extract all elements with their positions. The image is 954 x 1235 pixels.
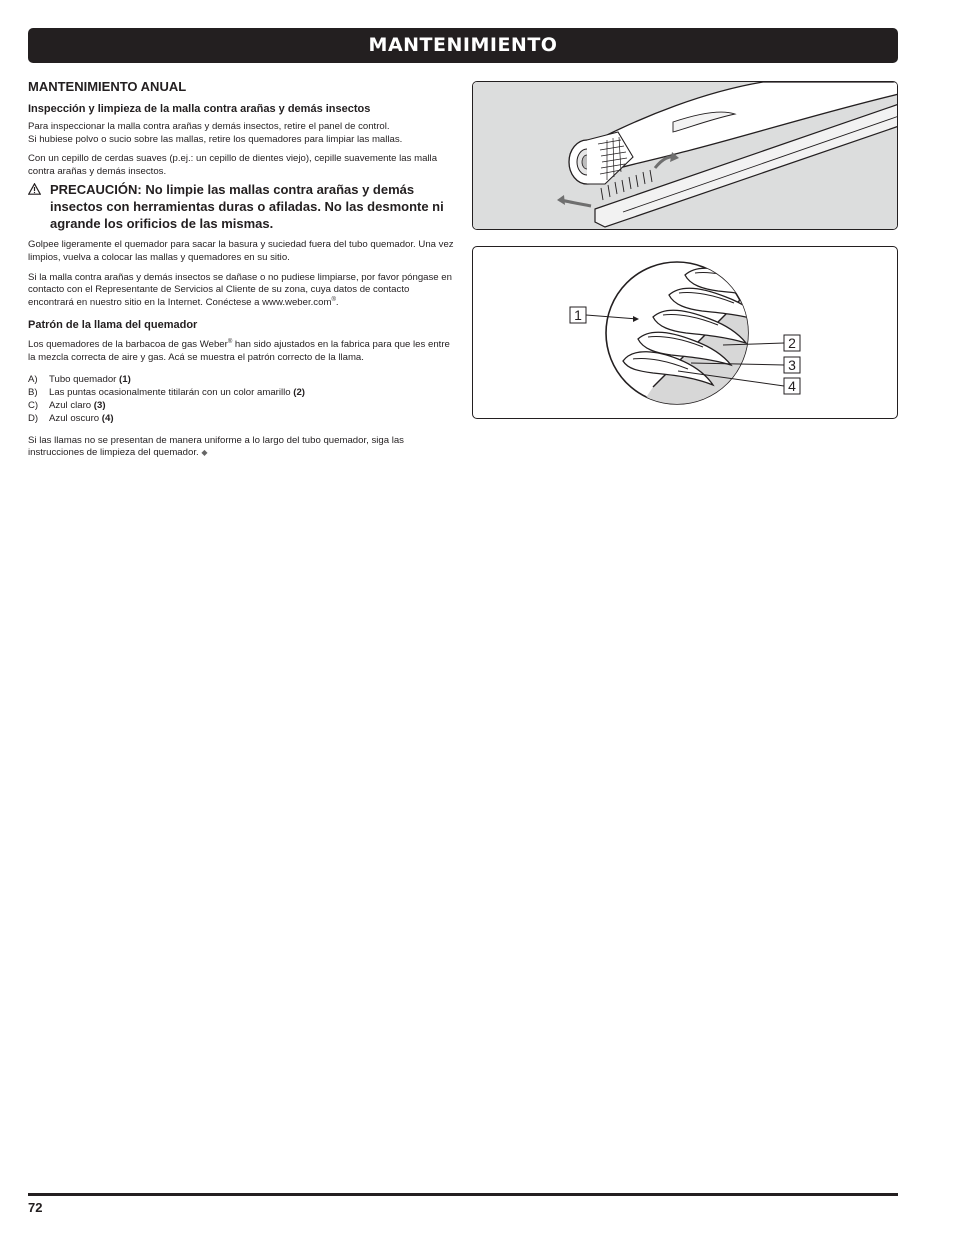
paragraph-tap-burner: Golpee ligeramente el quemador para sacar la basura y suciedad fuera del tubo quemador. Una vez limpios, vuelva a colocar las mallas y quemadores en su sitio. [28,239,454,263]
list-item-number: (4) [101,412,114,424]
subsection-title-flame: Patrón de la llama del quemador [28,319,198,332]
page-number: 72 [28,1200,43,1215]
text-column [28,78,456,460]
list-item [28,386,456,399]
warning-triangle-icon [28,181,50,232]
figure-flame-pattern [472,246,898,419]
paragraph-inspect-line1: Para inspeccionar la malla contra arañas y demás insectos, retire el panel de control. [28,121,390,132]
section-header [28,28,898,63]
list-item-number: (1) [119,373,131,385]
list-item-text: Azul claro [49,399,94,411]
end-diamond-icon: ◆ [201,448,208,458]
list-item-text: Tubo quemador [49,373,120,385]
paragraph-brush: Con un cepillo de cerdas suaves (p.ej.: un cepillo de dientes viejo), cepille suavemente las malla contra arañas y demás insectos. [28,153,438,177]
subsection-title-screens: Inspección y limpieza de la malla contra arañas y demás insectos [28,103,371,115]
footer-rule [28,1193,898,1196]
contact-text: Si la malla contra arañas y demás insectos se dañase o no pudiese limpiarse, por favor póngase en contacto con el Representante de Servicios al Cliente de su zona, cuya datos de contacto encontrará en nuestro sitio en la Internet. Conéctese a www.weber.com [28,271,452,308]
paragraph-uneven-flames [28,435,456,460]
registered-mark-weber: ® [227,339,233,346]
flame-parts-list [28,373,456,425]
paragraph-inspect [28,121,456,146]
callout-1: 1 [574,307,582,323]
list-item-letter: C) [28,399,39,411]
flame-text-b: han sido ajustados en la fabrica para que les entre la mezcla correcta de aire y gas. Acá se muestra el patrón correcto de la llama. [28,339,450,363]
flame-text-a: Los quemadores de la barbacoa de gas Weber [28,339,228,351]
callout-4: 4 [788,378,796,394]
list-item [28,412,456,425]
list-item-letter: D) [28,412,39,424]
paragraph-inspect-line2: Si hubiese polvo o sucio sobre las mallas, retire los quemadores para limpiar las mallas. [28,133,403,145]
paragraph-flame [28,339,456,364]
list-item-letter: A) [28,373,38,385]
uneven-flames-text: Si las llamas no se presentan de manera uniforme a lo largo del tubo quemador, siga las instrucciones de limpieza del quemador. [28,434,404,459]
caution-block [28,181,456,232]
caution-text: PRECAUCIÓN: No limpie las mallas contra arañas y demás insectos con herramientas duras o afiladas. No las desmonte ni agrande los orificios de las mismas. [50,182,444,232]
list-item-text: Azul oscuro [49,412,102,424]
list-item-number: (2) [293,386,305,398]
list-item-text: Las puntas ocasionalmente titilarán con un color amarillo [49,386,294,398]
page-title: MANTENIMIENTO [368,34,558,56]
list-item-number: (3) [93,399,106,411]
registered-mark: ® [331,296,336,303]
paragraph-contact [28,272,456,310]
section-title: MANTENIMIENTO ANUAL [28,79,187,94]
figure-brush-screen [472,81,898,230]
burner-brush-illustration [473,82,898,230]
contact-period: . [335,296,339,308]
callout-2: 2 [788,335,796,351]
callout-3: 3 [788,357,796,373]
list-item-letter: B) [28,386,38,398]
list-item [28,399,456,412]
list-item [28,373,456,386]
flame-pattern-illustration [473,247,898,419]
